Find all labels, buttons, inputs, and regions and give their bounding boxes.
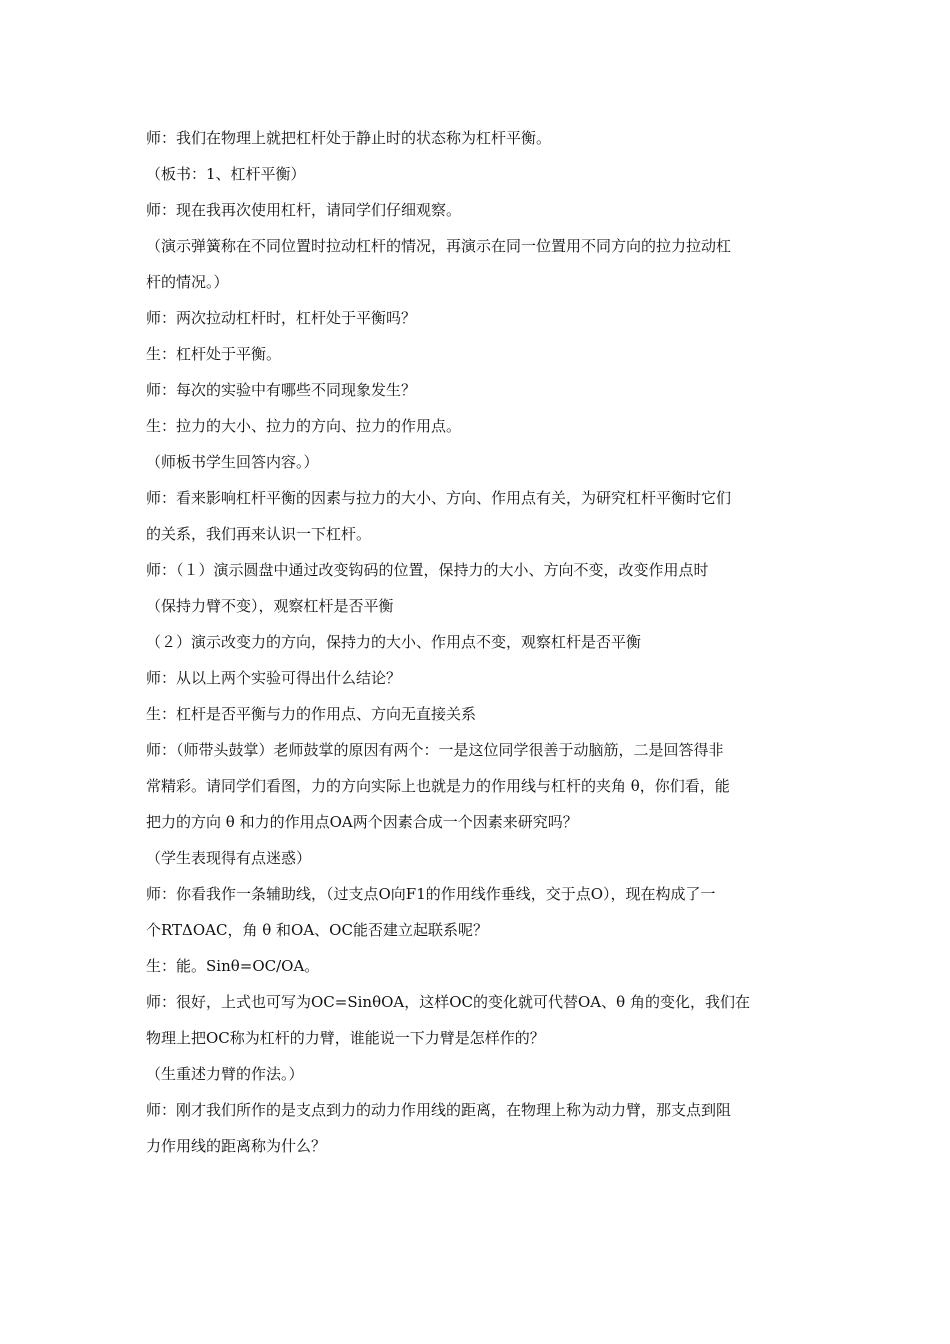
text-line: 师：从以上两个实验可得出什么结论？ xyxy=(146,669,402,687)
text-line: 把力的方向 θ 和力的作用点OA两个因素合成一个因素来研究吗？ xyxy=(146,813,578,831)
paragraph xyxy=(146,624,816,660)
paragraph xyxy=(146,156,816,192)
text-line: 个RTΔOAC，角 θ 和OA、OC能否建立起联系呢？ xyxy=(146,921,488,939)
text-line: （板书：1、杠杆平衡） xyxy=(146,165,306,183)
paragraph xyxy=(146,948,816,984)
text-line: 师：（１）演示圆盘中通过改变钩码的位置，保持力的大小、方向不变，改变作用点时 xyxy=(146,561,709,579)
text-line: 师：每次的实验中有哪些不同现象发生？ xyxy=(146,381,417,399)
paragraph xyxy=(146,1056,816,1092)
document-body xyxy=(146,120,816,1164)
paragraph xyxy=(146,192,816,228)
text-line: 生：拉力的大小、拉力的方向、拉力的作用点。 xyxy=(146,417,462,435)
text-line: （生重述力臂的作法。） xyxy=(146,1065,304,1083)
text-line: 师：刚才我们所作的是支点到力的动力作用线的距离，在物理上称为动力臂，那支点到阻 xyxy=(146,1101,732,1119)
paragraph xyxy=(146,552,816,624)
text-line: 师：看来影响杠杆平衡的因素与拉力的大小、方向、作用点有关，为研究杠杆平衡时它们 xyxy=(146,489,732,507)
text-line: （演示弹簧称在不同位置时拉动杠杆的情况，再演示在同一位置用不同方向的拉力拉动杠 xyxy=(146,237,732,255)
text-line: 师：我们在物理上就把杠杆处于静止时的状态称为杠杆平衡。 xyxy=(146,129,552,147)
text-line: （学生表现得有点迷惑） xyxy=(146,849,312,867)
paragraph xyxy=(146,876,816,948)
paragraph xyxy=(146,696,816,732)
text-line: （２）演示改变力的方向，保持力的大小、作用点不变，观察杠杆是否平衡 xyxy=(146,633,642,651)
paragraph xyxy=(146,480,816,552)
paragraph xyxy=(146,444,816,480)
text-line: 生：能。Sinθ=OC/OA。 xyxy=(146,957,320,975)
text-line: 师：你看我作一条辅助线，（过支点O向F1的作用线作垂线，交于点O），现在构成了一 xyxy=(146,885,716,903)
text-line: 生：杠杆处于平衡。 xyxy=(146,345,282,363)
text-line: 师：很好，上式也可写为OC=SinθOA，这样OC的变化就可代替OA、θ 角的变化，我们在 xyxy=(146,993,750,1011)
text-line: （师板书学生回答内容。） xyxy=(146,453,319,471)
text-line: 力作用线的距离称为什么？ xyxy=(146,1137,327,1155)
text-line: 的关系，我们再来认识一下杠杆。 xyxy=(146,525,372,543)
paragraph xyxy=(146,336,816,372)
paragraph xyxy=(146,372,816,408)
text-line: 常精彩。请同学们看图，力的方向实际上也就是力的作用线与杠杆的夹角 θ，你们看，能 xyxy=(146,777,730,795)
text-line: 师：现在我再次使用杠杆，请同学们仔细观察。 xyxy=(146,201,462,219)
text-line: 生：杠杆是否平衡与力的作用点、方向无直接关系 xyxy=(146,705,477,723)
paragraph xyxy=(146,408,816,444)
paragraph xyxy=(146,840,816,876)
paragraph xyxy=(146,228,816,300)
text-line: 杆的情况。） xyxy=(146,273,229,291)
paragraph xyxy=(146,1092,816,1164)
text-line: 师：（师带头鼓掌）老师鼓掌的原因有两个：一是这位同学很善于动脑筋，二是回答得非 xyxy=(146,741,724,759)
text-line: 物理上把OC称为杠杆的力臂，谁能说一下力臂是怎样作的？ xyxy=(146,1029,545,1047)
paragraph xyxy=(146,984,816,1056)
text-line: 师：两次拉动杠杆时，杠杆处于平衡吗？ xyxy=(146,309,417,327)
paragraph xyxy=(146,732,816,840)
text-line: （保持力臂不变），观察杠杆是否平衡 xyxy=(146,597,394,615)
paragraph xyxy=(146,660,816,696)
paragraph xyxy=(146,300,816,336)
paragraph xyxy=(146,120,816,156)
